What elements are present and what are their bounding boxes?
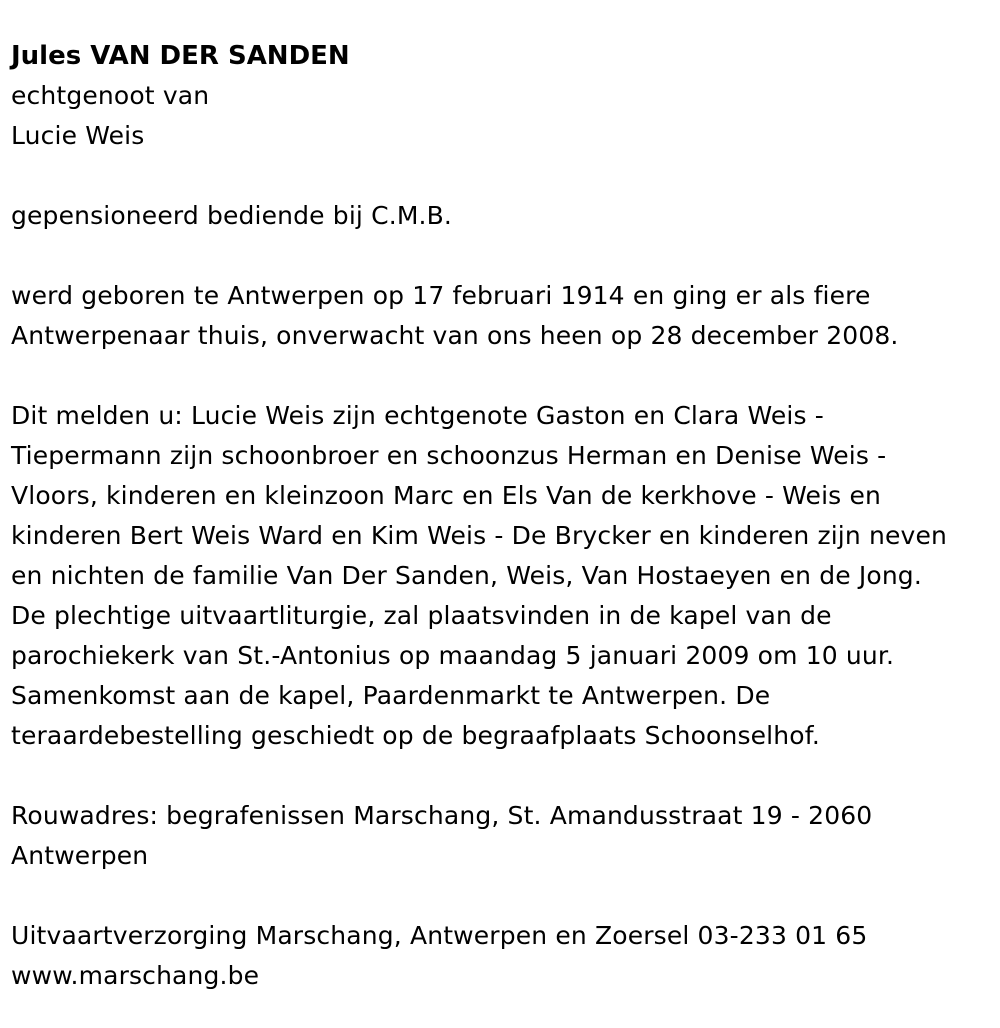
funeral-home-line: Uitvaartverzorging Marschang, Antwerpen en Zoersel 03-233 01 65: [11, 921, 868, 950]
paragraph-line: Antwerpen: [11, 841, 149, 870]
paragraph-line: Vloors, kinderen en kleinzoon Marc en Els Van de kerkhove - Weis en: [11, 481, 881, 510]
occupation: gepensioneerd bediende bij C.M.B.: [11, 201, 453, 230]
spacer: [11, 236, 996, 276]
paragraph-line: Dit melden u: Lucie Weis zijn echtgenote Gaston en Clara Weis -: [11, 401, 824, 430]
spacer: [11, 756, 996, 796]
paragraph-line: en nichten de familie Van Der Sanden, Weis, Van Hostaeyen en de Jong.: [11, 561, 922, 590]
paragraph-line: teraardebestelling geschiedt op de begraafplaats Schoonselhof.: [11, 721, 820, 750]
paragraph-line: werd geboren te Antwerpen op 17 februari 1914 en ging er als fiere: [11, 281, 871, 310]
paragraph-line: parochiekerk van St.-Antonius op maandag 5 januari 2009 om 10 uur.: [11, 641, 895, 670]
birth-death-paragraph: [11, 276, 996, 356]
paragraph-line: De plechtige uitvaartliturgie, zal plaatsvinden in de kapel van de: [11, 601, 832, 630]
spouse-name: Lucie Weis: [11, 121, 145, 150]
obituary-notice: [11, 36, 996, 996]
funeral-home-website[interactable]: www.marschang.be: [11, 961, 260, 990]
paragraph-line: Tiepermann zijn schoonbroer en schoonzus Herman en Denise Weis -: [11, 441, 887, 470]
spacer: [11, 156, 996, 196]
relation-line: echtgenoot van: [11, 81, 210, 110]
paragraph-line: Rouwadres: begrafenissen Marschang, St. Amandusstraat 19 - 2060: [11, 801, 873, 830]
funeral-home-info: [11, 916, 996, 996]
paragraph-line: Samenkomst aan de kapel, Paardenmarkt te Antwerpen. De: [11, 681, 771, 710]
deceased-name: Jules VAN DER SANDEN: [11, 41, 350, 71]
paragraph-line: kinderen Bert Weis Ward en Kim Weis - De Brycker en kinderen zijn neven: [11, 521, 947, 550]
spacer: [11, 876, 996, 916]
announcement-paragraph: [11, 396, 996, 756]
mourning-address: [11, 796, 996, 876]
paragraph-line: Antwerpenaar thuis, onverwacht van ons heen op 28 december 2008.: [11, 321, 899, 350]
spacer: [11, 356, 996, 396]
